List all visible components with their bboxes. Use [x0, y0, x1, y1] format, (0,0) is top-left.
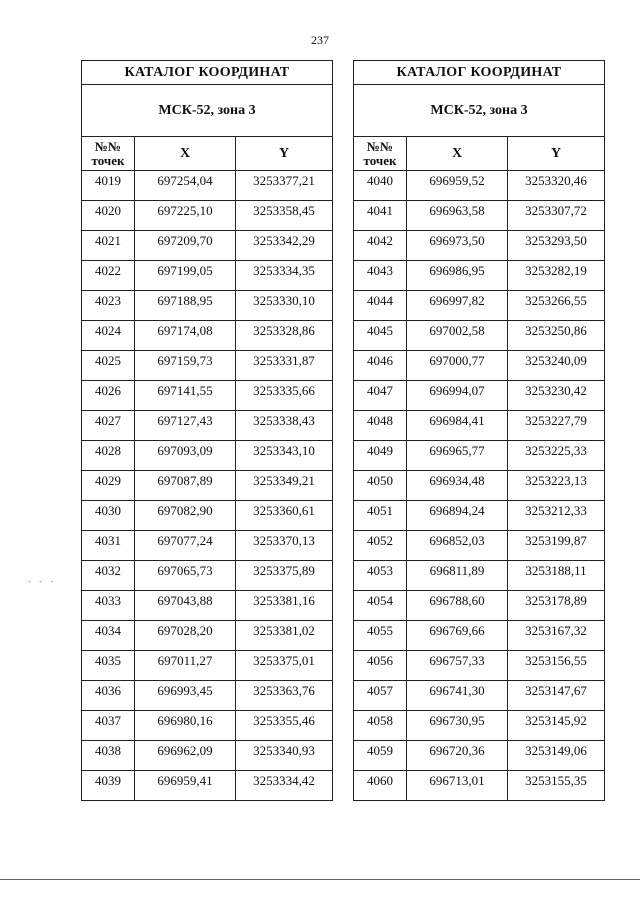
y-coordinate-cell: 3253167,32 [508, 621, 605, 651]
y-coordinate-cell: 3253381,02 [236, 621, 333, 651]
y-coordinate-cell: 3253334,42 [236, 771, 333, 801]
x-coordinate-cell: 696730,95 [407, 711, 508, 741]
table-row [354, 561, 605, 591]
point-number-cell: 4036 [82, 681, 135, 711]
y-coordinate-cell: 3253188,11 [508, 561, 605, 591]
x-coordinate-cell: 697225,10 [135, 201, 236, 231]
x-coordinate-cell: 696852,03 [407, 531, 508, 561]
y-coordinate-cell: 3253375,01 [236, 651, 333, 681]
table-row [354, 621, 605, 651]
point-number-cell: 4022 [82, 261, 135, 291]
x-coordinate-cell: 697043,88 [135, 591, 236, 621]
y-coordinate-cell: 3253381,16 [236, 591, 333, 621]
point-number-cell: 4019 [82, 171, 135, 201]
table-row [82, 471, 333, 501]
point-number-cell: 4030 [82, 501, 135, 531]
x-coordinate-cell: 696963,58 [407, 201, 508, 231]
point-number-cell: 4023 [82, 291, 135, 321]
table-row [354, 501, 605, 531]
point-number-cell: 4043 [354, 261, 407, 291]
point-number-header [354, 137, 407, 171]
table-row [82, 171, 333, 201]
x-coordinate-cell: 696741,30 [407, 681, 508, 711]
point-number-cell: 4038 [82, 741, 135, 771]
point-number-cell: 4040 [354, 171, 407, 201]
x-coordinate-cell: 696769,66 [407, 621, 508, 651]
y-coordinate-cell: 3253156,55 [508, 651, 605, 681]
x-column-header: X [407, 137, 508, 171]
point-number-cell: 4024 [82, 321, 135, 351]
point-number-cell: 4029 [82, 471, 135, 501]
point-number-cell: 4049 [354, 441, 407, 471]
table-row [82, 411, 333, 441]
point-number-cell: 4034 [82, 621, 135, 651]
point-number-cell: 4059 [354, 741, 407, 771]
scan-margin-mark: - - - [28, 576, 57, 586]
table-row [354, 201, 605, 231]
point-number-cell: 4025 [82, 351, 135, 381]
y-coordinate-cell: 3253223,13 [508, 471, 605, 501]
table-row [354, 681, 605, 711]
table-row [82, 591, 333, 621]
table-row [354, 441, 605, 471]
point-number-cell: 4055 [354, 621, 407, 651]
point-number-cell: 4058 [354, 711, 407, 741]
y-coordinate-cell: 3253343,10 [236, 441, 333, 471]
x-coordinate-cell: 697209,70 [135, 231, 236, 261]
x-coordinate-cell: 696757,33 [407, 651, 508, 681]
point-number-cell: 4056 [354, 651, 407, 681]
table-row [354, 381, 605, 411]
x-coordinate-cell: 696980,16 [135, 711, 236, 741]
table-row [82, 261, 333, 291]
table-row [82, 201, 333, 231]
page-bottom-rule [0, 879, 640, 880]
table-row [82, 651, 333, 681]
x-coordinate-cell: 696997,82 [407, 291, 508, 321]
catalog-rows [354, 171, 605, 801]
y-coordinate-cell: 3253334,35 [236, 261, 333, 291]
table-row [82, 381, 333, 411]
point-number-cell: 4027 [82, 411, 135, 441]
point-number-cell: 4026 [82, 381, 135, 411]
x-coordinate-cell: 696811,89 [407, 561, 508, 591]
table-row [82, 681, 333, 711]
table-row [82, 531, 333, 561]
x-coordinate-cell: 696986,95 [407, 261, 508, 291]
y-coordinate-cell: 3253331,87 [236, 351, 333, 381]
y-coordinate-cell: 3253178,89 [508, 591, 605, 621]
y-coordinate-cell: 3253338,43 [236, 411, 333, 441]
point-number-cell: 4054 [354, 591, 407, 621]
point-number-cell: 4039 [82, 771, 135, 801]
point-number-header [82, 137, 135, 171]
y-column-header: Y [508, 137, 605, 171]
y-coordinate-cell: 3253227,79 [508, 411, 605, 441]
y-coordinate-cell: 3253355,46 [236, 711, 333, 741]
table-row [354, 351, 605, 381]
point-number-cell: 4035 [82, 651, 135, 681]
x-coordinate-cell: 697159,73 [135, 351, 236, 381]
y-coordinate-cell: 3253363,76 [236, 681, 333, 711]
x-coordinate-cell: 697174,08 [135, 321, 236, 351]
point-number-cell: 4041 [354, 201, 407, 231]
y-coordinate-cell: 3253199,87 [508, 531, 605, 561]
coordinate-catalog-right [353, 60, 605, 801]
catalog-title: КАТАЛОГ КООРДИНАТ [82, 61, 333, 85]
y-coordinate-cell: 3253225,33 [508, 441, 605, 471]
y-coordinate-cell: 3253307,72 [508, 201, 605, 231]
page-number: 237 [311, 33, 329, 47]
point-number-header-line2: точек [91, 152, 125, 168]
table-row [354, 651, 605, 681]
y-column-header: Y [236, 137, 333, 171]
x-coordinate-cell: 696994,07 [407, 381, 508, 411]
point-number-cell: 4020 [82, 201, 135, 231]
table-row [82, 771, 333, 801]
x-coordinate-cell: 697000,77 [407, 351, 508, 381]
x-coordinate-cell: 696720,36 [407, 741, 508, 771]
table-row [82, 351, 333, 381]
x-coordinate-cell: 696959,52 [407, 171, 508, 201]
y-coordinate-cell: 3253240,09 [508, 351, 605, 381]
point-number-cell: 4051 [354, 501, 407, 531]
table-row [82, 321, 333, 351]
point-number-cell: 4048 [354, 411, 407, 441]
table-row [82, 501, 333, 531]
y-coordinate-cell: 3253230,42 [508, 381, 605, 411]
table-row [82, 561, 333, 591]
y-coordinate-cell: 3253328,86 [236, 321, 333, 351]
coordinate-system-zone: МСК-52, зона 3 [82, 85, 333, 137]
x-coordinate-cell: 696934,48 [407, 471, 508, 501]
table-row [82, 621, 333, 651]
y-coordinate-cell: 3253145,92 [508, 711, 605, 741]
y-coordinate-cell: 3253335,66 [236, 381, 333, 411]
y-coordinate-cell: 3253250,86 [508, 321, 605, 351]
y-coordinate-cell: 3253340,93 [236, 741, 333, 771]
point-number-cell: 4028 [82, 441, 135, 471]
x-coordinate-cell: 696973,50 [407, 231, 508, 261]
table-row [354, 291, 605, 321]
table-row [82, 441, 333, 471]
table-row [354, 771, 605, 801]
y-coordinate-cell: 3253360,61 [236, 501, 333, 531]
table-row [82, 741, 333, 771]
point-number-cell: 4042 [354, 231, 407, 261]
x-coordinate-cell: 696894,24 [407, 501, 508, 531]
point-number-cell: 4057 [354, 681, 407, 711]
x-coordinate-cell: 696984,41 [407, 411, 508, 441]
x-coordinate-cell: 697011,27 [135, 651, 236, 681]
table-row [354, 411, 605, 441]
point-number-cell: 4046 [354, 351, 407, 381]
catalog-rows [82, 171, 333, 801]
y-coordinate-cell: 3253320,46 [508, 171, 605, 201]
x-coordinate-cell: 697077,24 [135, 531, 236, 561]
x-coordinate-cell: 697028,20 [135, 621, 236, 651]
table-row [82, 711, 333, 741]
point-number-cell: 4050 [354, 471, 407, 501]
y-coordinate-cell: 3253293,50 [508, 231, 605, 261]
table-row [354, 711, 605, 741]
x-coordinate-cell: 696962,09 [135, 741, 236, 771]
catalog-title: КАТАЛОГ КООРДИНАТ [354, 61, 605, 85]
y-coordinate-cell: 3253155,35 [508, 771, 605, 801]
table-row [82, 231, 333, 261]
y-coordinate-cell: 3253358,45 [236, 201, 333, 231]
y-coordinate-cell: 3253349,21 [236, 471, 333, 501]
table-row [354, 171, 605, 201]
point-number-cell: 4045 [354, 321, 407, 351]
table-row [354, 321, 605, 351]
x-coordinate-cell: 696965,77 [407, 441, 508, 471]
table-row [354, 261, 605, 291]
y-coordinate-cell: 3253377,21 [236, 171, 333, 201]
y-coordinate-cell: 3253147,67 [508, 681, 605, 711]
x-coordinate-cell: 697002,58 [407, 321, 508, 351]
point-number-cell: 4060 [354, 771, 407, 801]
point-number-cell: 4032 [82, 561, 135, 591]
point-number-header-line2: точек [363, 152, 397, 168]
point-number-header-line1: №№ [366, 138, 394, 154]
point-number-cell: 4021 [82, 231, 135, 261]
y-coordinate-cell: 3253266,55 [508, 291, 605, 321]
point-number-cell: 4044 [354, 291, 407, 321]
x-coordinate-cell: 697127,43 [135, 411, 236, 441]
y-coordinate-cell: 3253282,19 [508, 261, 605, 291]
point-number-cell: 4053 [354, 561, 407, 591]
table-row [354, 471, 605, 501]
x-coordinate-cell: 696713,01 [407, 771, 508, 801]
x-coordinate-cell: 696959,41 [135, 771, 236, 801]
y-coordinate-cell: 3253375,89 [236, 561, 333, 591]
x-coordinate-cell: 697254,04 [135, 171, 236, 201]
point-number-cell: 4037 [82, 711, 135, 741]
point-number-cell: 4031 [82, 531, 135, 561]
table-row [354, 741, 605, 771]
table-row [82, 291, 333, 321]
y-coordinate-cell: 3253330,10 [236, 291, 333, 321]
table-row [354, 231, 605, 261]
x-coordinate-cell: 697199,05 [135, 261, 236, 291]
y-coordinate-cell: 3253149,06 [508, 741, 605, 771]
y-coordinate-cell: 3253342,29 [236, 231, 333, 261]
y-coordinate-cell: 3253212,33 [508, 501, 605, 531]
table-row [354, 591, 605, 621]
coordinate-catalog-left [81, 60, 333, 801]
point-number-header-line1: №№ [94, 138, 122, 154]
coordinate-system-zone: МСК-52, зона 3 [354, 85, 605, 137]
x-column-header: X [135, 137, 236, 171]
x-coordinate-cell: 697093,09 [135, 441, 236, 471]
point-number-cell: 4052 [354, 531, 407, 561]
x-coordinate-cell: 696788,60 [407, 591, 508, 621]
x-coordinate-cell: 697141,55 [135, 381, 236, 411]
x-coordinate-cell: 697087,89 [135, 471, 236, 501]
point-number-cell: 4033 [82, 591, 135, 621]
x-coordinate-cell: 697082,90 [135, 501, 236, 531]
table-row [354, 531, 605, 561]
y-coordinate-cell: 3253370,13 [236, 531, 333, 561]
x-coordinate-cell: 696993,45 [135, 681, 236, 711]
point-number-cell: 4047 [354, 381, 407, 411]
x-coordinate-cell: 697188,95 [135, 291, 236, 321]
x-coordinate-cell: 697065,73 [135, 561, 236, 591]
